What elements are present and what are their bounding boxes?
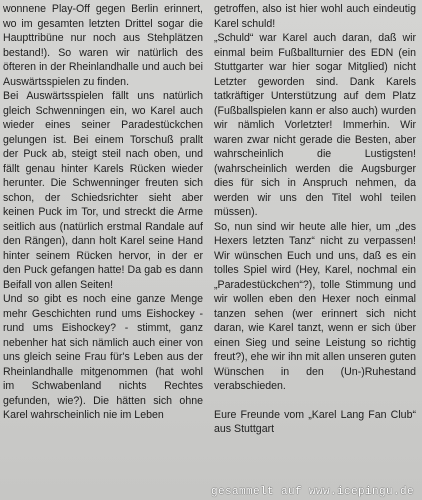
paragraph: getroffen, also ist hier wohl auch eindeutig Karel schuld!: [214, 3, 416, 30]
right-text-column: [214, 2, 416, 437]
left-text-column: [3, 2, 203, 423]
paragraph: Bei Auswärtsspielen fällt uns natürlich gleich Schwenningen ein, wo Karel auch wieder eines seiner Paradestückchen gelungen ist. Bei einem Torschuß prallt der Puck ab, steigt steil nach oben, und fällt genau hinter Karels Rücken wieder herunter. Die Schwenninger freuten sich schon, der Schiedsrichter sieht aber keinen Puck im Tor, und streckt die Arme seitlich aus (natürlich erstmal Randale auf den Rängen), dann holt Karel seine Hand hinter seinem Rücken hervor, in der er den Puck gefangen hatte! Da gab es dann Beifall von allen Seiten!: [3, 90, 203, 291]
source-watermark: gesammelt auf www.icepingu.de: [210, 486, 414, 498]
paragraph: wonnene Play-Off gegen Berlin erinnert, wo im gesamten letzten Drittel sogar die Haupttribüne nur noch aus Stehplätzen bestand!). So waren wir natürlich des öfteren in der Rheinlandhalle und auch bei Auswärtsspielen zu finden.: [3, 3, 203, 88]
paragraph: Und so gibt es noch eine ganze Menge mehr Geschichten rund ums Eishockey - rund ums Eishockey? - stimmt, ganz nebenher hat sich nämlich auch einer von uns gleich seine Frau für's Leben aus der Rheinlandhalle mitgenommen (hat wohl im Schwabenland nichts Rechtes gefunden, wie?). Die hätten sich ohne Karel wahrscheinlich nie im Leben: [3, 293, 203, 421]
paragraph: „Schuld“ war Karel auch daran, daß wir einmal beim Fußballturnier des EDN (ein Stuttgarter war hier sogar Mitglied) nicht Letzter geworden sind. Dank Karels tatkräftiger Unterstützung auf dem Platz (Fußballspielen kann er also auch) wurden wir nämlich Vorletzter! Immerhin. Wir waren zwar nicht gerade die Besten, aber wahrscheinlich die Lustigsten! (wahrscheinlich werden die Augsburger dies für sich in Anspruch nehmen, da werden wir uns den Titel wohl teilen müssen).: [214, 32, 416, 218]
paragraph: So, nun sind wir heute alle hier, um „des Hexers letzten Tanz“ nicht zu verpassen! Wir wünschen Euch und uns, daß es ein tolles Spiel wird (Hey, Karel, nochmal ein „Paradestückchen“?), tolle Stimmung und wir wollen eben den Hexer noch einmal tanzen sehen (wer erinnert sich nicht daran, wie Karel tanzt, wenn er sich über einen Sieg und seine Leistung so richtig freut?), ehe wir ihn mit allen unseren guten Wünschen in den (Un-)Ruhestand verabschieden.: [214, 220, 416, 392]
signature-line: Eure Freunde vom „Karel Lang Fan Club“ aus Stuttgart: [214, 408, 416, 435]
